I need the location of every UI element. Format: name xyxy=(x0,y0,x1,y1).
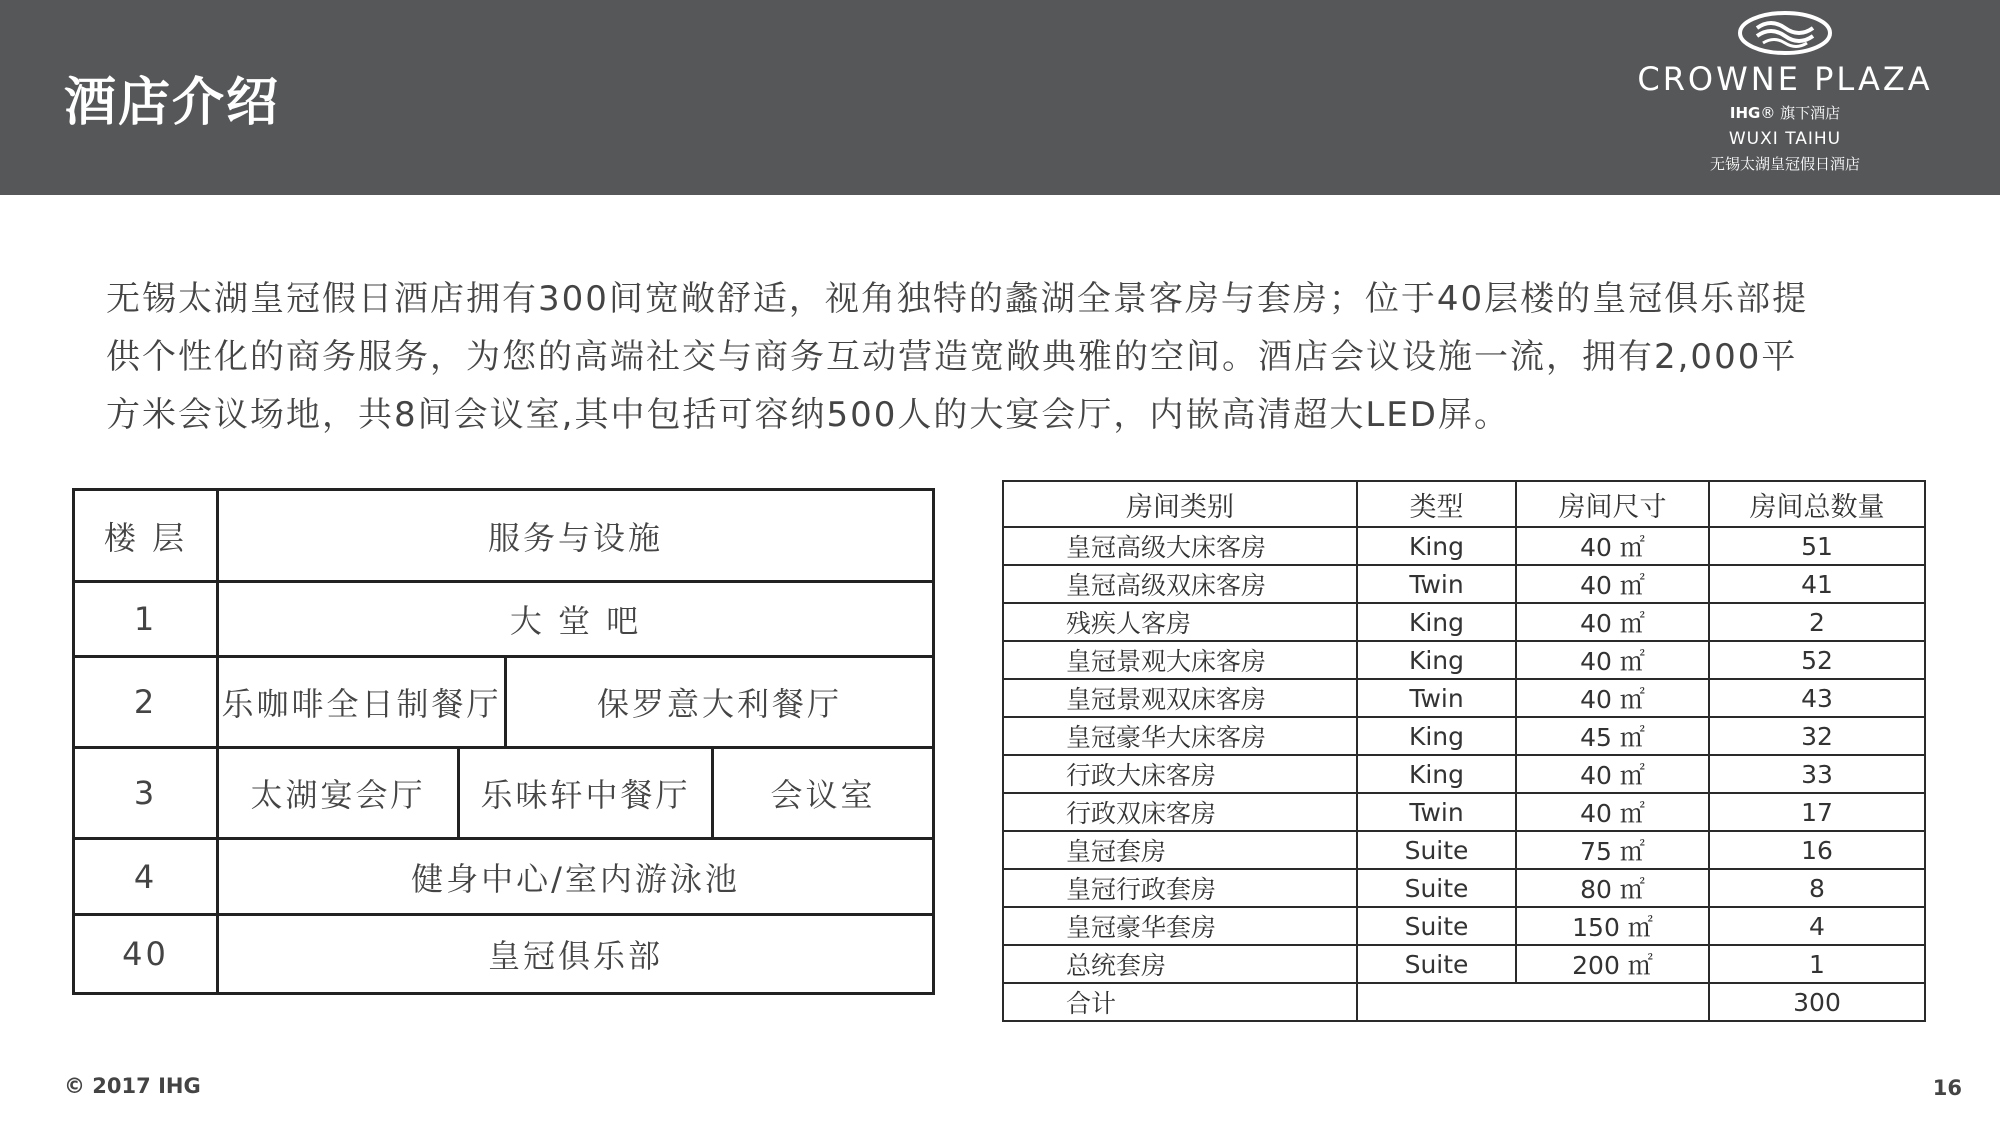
room-size-cell: 40 ㎡ xyxy=(1516,565,1709,603)
table-row xyxy=(74,748,934,839)
table-header-row xyxy=(1003,481,1925,527)
room-name-cell: 皇冠景观双床客房 xyxy=(1003,679,1357,717)
facility-cell: 大 堂 吧 xyxy=(218,582,934,657)
table-row xyxy=(74,839,934,915)
room-size-cell: 200 ㎡ xyxy=(1516,945,1709,983)
column-header: 房间类别 xyxy=(1003,481,1357,527)
table-row xyxy=(74,915,934,994)
table-row xyxy=(1003,831,1925,869)
facility-cell: 保罗意大利餐厅 xyxy=(506,657,934,748)
room-size-cell: 80 ㎡ xyxy=(1516,869,1709,907)
room-name-cell: 总统套房 xyxy=(1003,945,1357,983)
logo-location: WUXI TAIHU xyxy=(1728,129,1842,149)
table-row xyxy=(1003,641,1925,679)
intro-paragraph xyxy=(106,270,1966,444)
table-row xyxy=(1003,945,1925,983)
floor-cell: 3 xyxy=(74,748,218,839)
table-row xyxy=(1003,603,1925,641)
room-count-cell: 51 xyxy=(1709,527,1925,565)
total-row xyxy=(1003,983,1925,1021)
floors-facilities-table xyxy=(72,488,935,995)
room-name-cell: 皇冠行政套房 xyxy=(1003,869,1357,907)
room-name-cell: 皇冠套房 xyxy=(1003,831,1357,869)
room-name-cell: 皇冠景观大床客房 xyxy=(1003,641,1357,679)
room-name-cell: 皇冠高级大床客房 xyxy=(1003,527,1357,565)
crowne-plaza-logo xyxy=(1620,10,1950,190)
intro-line: 供个性化的商务服务，为您的高端社交与商务互动营造宽敞典雅的空间。酒店会议设施一流，拥有2,000平 xyxy=(106,337,1798,377)
room-count-cell: 41 xyxy=(1709,565,1925,603)
intro-line: 方米会议场地，共8间会议室,其中包括可容纳500人的大宴会厅，内嵌高清超大LED屏。 xyxy=(106,395,1510,435)
logo-ihg-line xyxy=(1620,102,1950,123)
room-count-cell: 43 xyxy=(1709,679,1925,717)
room-type-cell: King xyxy=(1357,603,1516,641)
facility-cell: 太湖宴会厅 xyxy=(218,748,459,839)
room-type-cell: King xyxy=(1357,717,1516,755)
room-size-cell: 40 ㎡ xyxy=(1516,755,1709,793)
room-size-cell: 45 ㎡ xyxy=(1516,717,1709,755)
room-count-cell: 2 xyxy=(1709,603,1925,641)
room-name-cell: 皇冠豪华套房 xyxy=(1003,907,1357,945)
total-empty-cell xyxy=(1357,983,1709,1021)
room-name-cell: 残疾人客房 xyxy=(1003,603,1357,641)
logo-chinese-name: 无锡太湖皇冠假日酒店 xyxy=(1709,155,1860,173)
facilities-header-cell: 服务与设施 xyxy=(218,490,934,582)
header-bar xyxy=(0,0,2000,195)
page-number: 16 xyxy=(1932,1076,1962,1100)
column-header: 房间总数量 xyxy=(1709,481,1925,527)
room-type-cell: King xyxy=(1357,755,1516,793)
room-count-cell: 8 xyxy=(1709,869,1925,907)
table-row xyxy=(74,657,934,748)
total-label-cell: 合计 xyxy=(1003,983,1357,1021)
page-title: 酒店介绍 xyxy=(64,73,281,133)
room-size-cell: 40 ㎡ xyxy=(1516,793,1709,831)
column-header: 房间尺寸 xyxy=(1516,481,1709,527)
room-size-cell: 40 ㎡ xyxy=(1516,603,1709,641)
room-count-cell: 17 xyxy=(1709,793,1925,831)
room-size-cell: 150 ㎡ xyxy=(1516,907,1709,945)
room-name-cell: 行政大床客房 xyxy=(1003,755,1357,793)
logo-ihg: IHG xyxy=(1729,104,1761,122)
table-row xyxy=(1003,793,1925,831)
room-count-cell: 1 xyxy=(1709,945,1925,983)
floor-cell: 40 xyxy=(74,915,218,994)
room-type-cell: Suite xyxy=(1357,869,1516,907)
facility-cell: 健身中心/室内游泳池 xyxy=(218,839,934,915)
room-type-cell: Suite xyxy=(1357,945,1516,983)
room-size-cell: 75 ㎡ xyxy=(1516,831,1709,869)
table-row xyxy=(1003,907,1925,945)
logo-brand-name: CROWNE PLAZA xyxy=(1637,60,1933,98)
table-row xyxy=(1003,565,1925,603)
room-count-cell: 16 xyxy=(1709,831,1925,869)
room-type-cell: Suite xyxy=(1357,831,1516,869)
table-row xyxy=(1003,527,1925,565)
intro-line: 无锡太湖皇冠假日酒店拥有300间宽敞舒适，视角独特的蠡湖全景客房与套房；位于40层楼的皇冠俱乐部提 xyxy=(106,279,1809,319)
facility-cell: 乐咖啡全日制餐厅 xyxy=(218,657,506,748)
room-name-cell: 行政双床客房 xyxy=(1003,793,1357,831)
room-type-cell: Suite xyxy=(1357,907,1516,945)
room-count-cell: 33 xyxy=(1709,755,1925,793)
room-count-cell: 4 xyxy=(1709,907,1925,945)
room-count-cell: 32 xyxy=(1709,717,1925,755)
room-type-cell: Twin xyxy=(1357,565,1516,603)
room-type-cell: Twin xyxy=(1357,679,1516,717)
room-size-cell: 40 ㎡ xyxy=(1516,527,1709,565)
table-row xyxy=(1003,869,1925,907)
table-row xyxy=(1003,717,1925,755)
room-type-cell: King xyxy=(1357,641,1516,679)
facility-cell: 会议室 xyxy=(713,748,934,839)
crowne-plaza-emblem-icon xyxy=(1737,10,1833,56)
room-size-cell: 40 ㎡ xyxy=(1516,641,1709,679)
logo-ihg-suffix: ® 旗下酒店 xyxy=(1760,104,1841,122)
facility-cell: 皇冠俱乐部 xyxy=(218,915,934,994)
room-type-cell: King xyxy=(1357,527,1516,565)
floor-header-cell: 楼 层 xyxy=(74,490,218,582)
column-header: 类型 xyxy=(1357,481,1516,527)
floor-cell: 1 xyxy=(74,582,218,657)
table-row xyxy=(1003,679,1925,717)
table-row xyxy=(74,582,934,657)
room-type-cell: Twin xyxy=(1357,793,1516,831)
floor-cell: 4 xyxy=(74,839,218,915)
table-row xyxy=(1003,755,1925,793)
table-header-row xyxy=(74,490,934,582)
room-size-cell: 40 ㎡ xyxy=(1516,679,1709,717)
facility-cell: 乐味轩中餐厅 xyxy=(459,748,713,839)
room-name-cell: 皇冠豪华大床客房 xyxy=(1003,717,1357,755)
floor-cell: 2 xyxy=(74,657,218,748)
room-types-table xyxy=(1002,480,1926,1022)
room-name-cell: 皇冠高级双床客房 xyxy=(1003,565,1357,603)
total-count-cell: 300 xyxy=(1709,983,1925,1021)
room-count-cell: 52 xyxy=(1709,641,1925,679)
copyright-text: © 2017 IHG xyxy=(64,1074,201,1098)
